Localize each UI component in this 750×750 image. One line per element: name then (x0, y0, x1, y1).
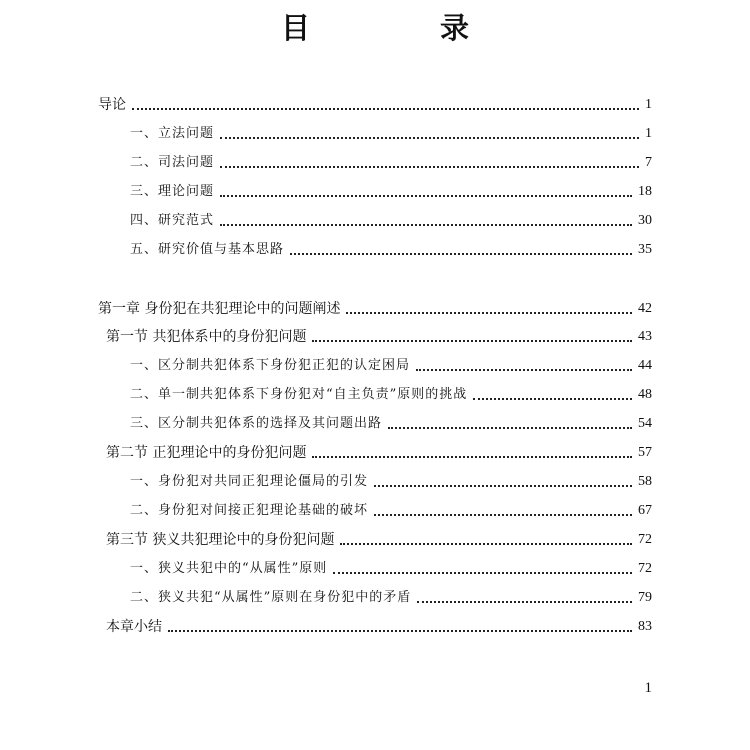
toc-entry[interactable] (98, 177, 652, 201)
toc-entry[interactable] (98, 148, 652, 172)
toc-entry-page: 67 (638, 503, 652, 518)
dot-leader (417, 601, 632, 603)
toc-entry[interactable] (98, 294, 652, 318)
dot-leader (374, 485, 632, 487)
dot-leader (340, 543, 632, 545)
toc-entry-label: 一、身份犯对共同正犯理论僵局的引发 (130, 474, 369, 489)
toc-entry-label: 二、狭义共犯“从属性”原则在身份犯中的矛盾 (130, 590, 412, 605)
toc-entry-label: 一、立法问题 (130, 126, 215, 141)
toc-entry-page: 72 (638, 532, 652, 547)
toc-entry[interactable] (98, 496, 652, 520)
toc-entry[interactable] (98, 525, 652, 549)
toc-entry[interactable] (98, 322, 652, 346)
toc-entry-label: 导论 (98, 97, 126, 113)
dot-leader (132, 108, 639, 110)
toc-entry-page: 54 (638, 416, 652, 431)
toc-entry-page: 79 (638, 590, 652, 605)
toc-entry-page: 1 (645, 126, 652, 141)
toc-entry-page: 43 (638, 329, 652, 344)
toc-entry[interactable] (98, 206, 652, 230)
toc-entry-label: 五、研究价值与基本思路 (130, 242, 285, 257)
toc-entry[interactable] (98, 467, 652, 491)
toc-entry-label: 第一章 身份犯在共犯理论中的问题阐述 (98, 301, 341, 317)
dot-leader (333, 572, 632, 574)
dot-leader (168, 630, 632, 632)
toc-entry[interactable] (98, 438, 652, 462)
toc-entry-label: 二、单一制共犯体系下身份犯对“自主负责”原则的挑战 (130, 387, 468, 402)
toc-entry-page: 35 (638, 242, 652, 257)
toc-entry-label: 第一节 共犯体系中的身份犯问题 (106, 329, 307, 345)
toc-entry-label: 一、狭义共犯中的“从属性”原则 (130, 561, 328, 576)
dot-leader (346, 312, 632, 314)
dot-leader (312, 340, 632, 342)
dot-leader (290, 253, 632, 255)
dot-leader (388, 427, 632, 429)
dot-leader (220, 195, 632, 197)
dot-leader (312, 456, 632, 458)
toc-entry-page: 57 (638, 445, 652, 460)
dot-leader (374, 514, 632, 516)
dot-leader (220, 166, 639, 168)
toc-entry-label: 二、司法问题 (130, 155, 215, 170)
dot-leader (220, 224, 632, 226)
toc-entry[interactable] (98, 409, 652, 433)
toc-entry[interactable] (98, 235, 652, 259)
toc-entry-page: 42 (638, 301, 652, 316)
toc-entry-label: 四、研究范式 (130, 213, 215, 228)
toc-entry[interactable] (98, 380, 652, 404)
toc-entry-label: 第二节 正犯理论中的身份犯问题 (106, 445, 307, 461)
toc-entry-label: 第三节 狭义共犯理论中的身份犯问题 (106, 532, 335, 548)
toc-entry-label: 二、身份犯对间接正犯理论基础的破坏 (130, 503, 369, 518)
dot-leader (473, 398, 632, 400)
toc-entry-label: 三、区分制共犯体系的选择及其问题出路 (130, 416, 383, 431)
toc-entry[interactable] (98, 119, 652, 143)
dot-leader (416, 369, 632, 371)
dot-leader (220, 137, 639, 139)
toc-entry-page: 83 (638, 619, 652, 634)
toc-entry[interactable] (98, 90, 652, 114)
toc-entry-page: 30 (638, 213, 652, 228)
toc-entry-page: 48 (638, 387, 652, 402)
toc-entry[interactable] (98, 554, 652, 578)
toc-entry-page: 58 (638, 474, 652, 489)
toc-entry-page: 1 (645, 97, 652, 112)
toc-entry-page: 72 (638, 561, 652, 576)
toc-entry-page: 18 (638, 184, 652, 199)
page-number: 1 (644, 680, 652, 696)
toc-entry-label: 三、理论问题 (130, 184, 215, 199)
toc-entry-label: 本章小结 (106, 619, 162, 635)
toc-entry-page: 7 (645, 155, 652, 170)
toc-entry[interactable] (98, 612, 652, 636)
page-title: 目 录 (280, 11, 530, 45)
toc-entry[interactable] (98, 351, 652, 375)
toc-entry[interactable] (98, 583, 652, 607)
toc-entry-label: 一、区分制共犯体系下身份犯正犯的认定困局 (130, 358, 411, 373)
toc-entry-page: 44 (638, 358, 652, 373)
